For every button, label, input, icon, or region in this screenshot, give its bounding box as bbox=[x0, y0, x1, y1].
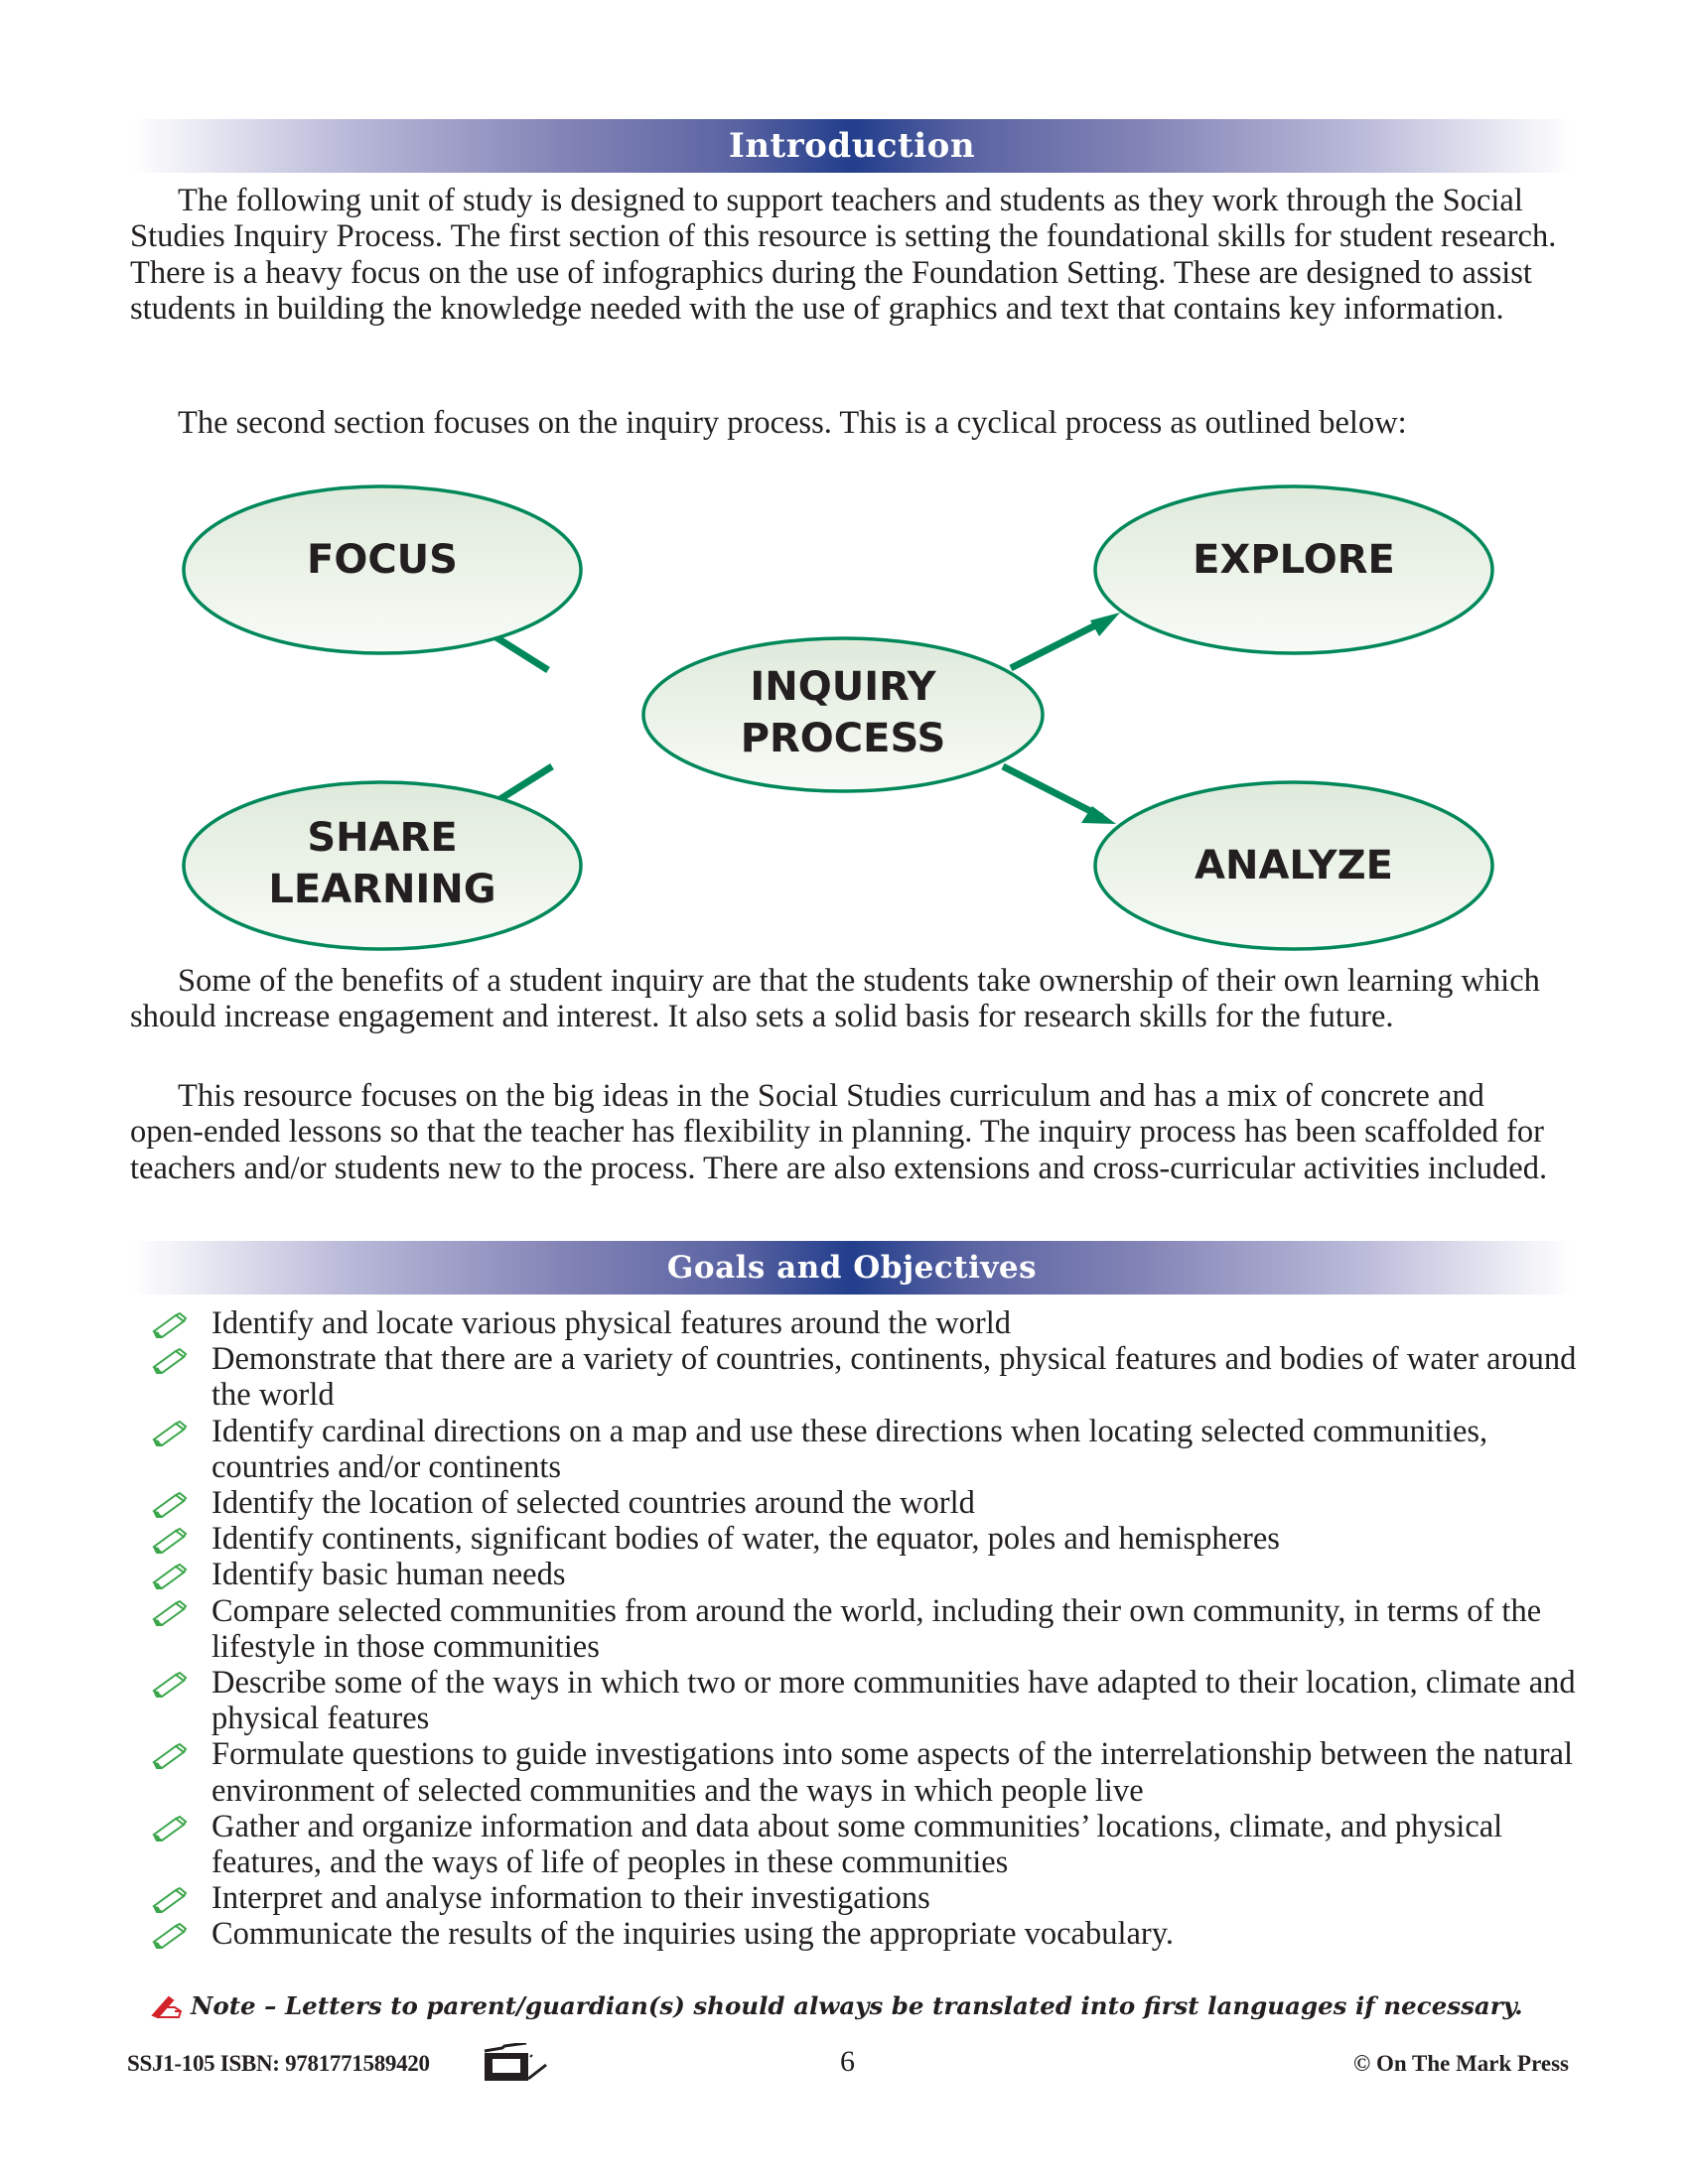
intro-paragraph-2: The second section focuses on the inquiry process. This is a cyclical process as outlined below: bbox=[178, 405, 1407, 441]
photocopier-icon bbox=[483, 2043, 552, 2081]
translation-note bbox=[149, 1990, 1579, 2022]
explore-label: EXPLORE bbox=[1193, 537, 1395, 583]
introduction-heading: Introduction bbox=[728, 126, 976, 166]
pencil-icon bbox=[151, 1420, 189, 1447]
goal-item: Interpret and analyse information to their investigations bbox=[149, 1880, 1579, 1916]
goal-item: Identify basic human needs bbox=[149, 1557, 1579, 1592]
goal-item: Identify and locate various physical features around the world bbox=[149, 1305, 1579, 1341]
goals-heading-banner bbox=[132, 1241, 1572, 1295]
page-footer bbox=[123, 2045, 1569, 2085]
pencil-icon bbox=[151, 1815, 189, 1843]
pencil-icon bbox=[151, 1347, 189, 1375]
arrow-to-explore bbox=[1011, 613, 1120, 668]
writing-hand-icon bbox=[149, 1993, 185, 2019]
page-number: 6 bbox=[840, 2045, 855, 2078]
goal-item: Identify the location of selected countries around the world bbox=[149, 1485, 1579, 1521]
analyze-label: ANALYZE bbox=[1195, 843, 1393, 888]
goals-list bbox=[149, 1305, 1579, 1953]
pencil-icon bbox=[151, 1527, 189, 1555]
pencil-icon bbox=[151, 1742, 189, 1770]
goal-item: Formulate questions to guide investigations into some aspects of the interrelationship between the natural environment of selected communities and the ways in which people live bbox=[149, 1736, 1579, 1808]
goal-item: Describe some of the ways in which two or more communities have adapted to their location, climate and physical features bbox=[149, 1665, 1579, 1736]
product-code-isbn: SSJ1-105 ISBN: 9781771589420 bbox=[127, 2051, 430, 2076]
pencil-icon bbox=[151, 1563, 189, 1590]
pencil-icon bbox=[151, 1922, 189, 1950]
center-label-line2: PROCESS bbox=[740, 716, 946, 761]
goal-item: Identify continents, significant bodies of water, the equator, poles and hemispheres bbox=[149, 1521, 1579, 1557]
arrow-to-analyze bbox=[1003, 766, 1116, 824]
note-text: Note – Letters to parent/guardian(s) should always be translated into first languages if necessary. bbox=[191, 1991, 1523, 2020]
pencil-icon bbox=[151, 1671, 189, 1699]
copyright: © On The Mark Press bbox=[1353, 2051, 1569, 2076]
goal-item: Identify cardinal directions on a map and use these directions when locating selected communities, countries and/or continents bbox=[149, 1414, 1579, 1485]
intro-paragraph-3: Some of the benefits of a student inquiry are that the students take ownership of their own learning which should increase engagement and interest. It also sets a solid basis for research skills for the future. bbox=[130, 963, 1540, 1035]
center-label-line1: INQUIRY bbox=[750, 664, 936, 710]
intro-paragraph-4: This resource focuses on the big ideas in the Social Studies curriculum and has a mix of concrete and open-ended lessons so that the teacher has flexibility in planning. The inquiry process has been scaffolded for teachers and/or students new to the process. There are also extensions and cross-curricular activities included. bbox=[130, 1078, 1548, 1186]
intro-paragraph-1: The following unit of study is designed to support teachers and students as they work through the Social Studies Inquiry Process. The first section of this resource is setting the foundational skills for student research. There is a heavy focus on the use of infographics during the Foundation Setting. These are designed to assist students in building the knowledge needed with the use of graphics and text that contains key information. bbox=[130, 183, 1557, 328]
pencil-icon bbox=[151, 1599, 189, 1627]
share-label-line2: LEARNING bbox=[268, 867, 496, 912]
pencil-icon bbox=[151, 1491, 189, 1519]
introduction-heading-banner bbox=[132, 119, 1572, 173]
focus-label: FOCUS bbox=[307, 537, 458, 583]
pencil-icon bbox=[151, 1311, 189, 1339]
goal-item: Gather and organize information and data about some communities’ locations, climate, and physical features, and the ways of life of peoples in these communities bbox=[149, 1809, 1579, 1880]
goal-item: Demonstrate that there are a variety of countries, continents, physical features and bodies of water around the world bbox=[149, 1341, 1579, 1413]
inquiry-process-diagram bbox=[0, 477, 1688, 973]
pencil-icon bbox=[151, 1886, 189, 1914]
goal-item: Compare selected communities from around the world, including their own community, in terms of the lifestyle in those communities bbox=[149, 1593, 1579, 1665]
goal-item: Communicate the results of the inquiries using the appropriate vocabulary. bbox=[149, 1916, 1579, 1952]
share-label-line1: SHARE bbox=[307, 815, 458, 861]
goals-heading: Goals and Objectives bbox=[666, 1250, 1038, 1286]
